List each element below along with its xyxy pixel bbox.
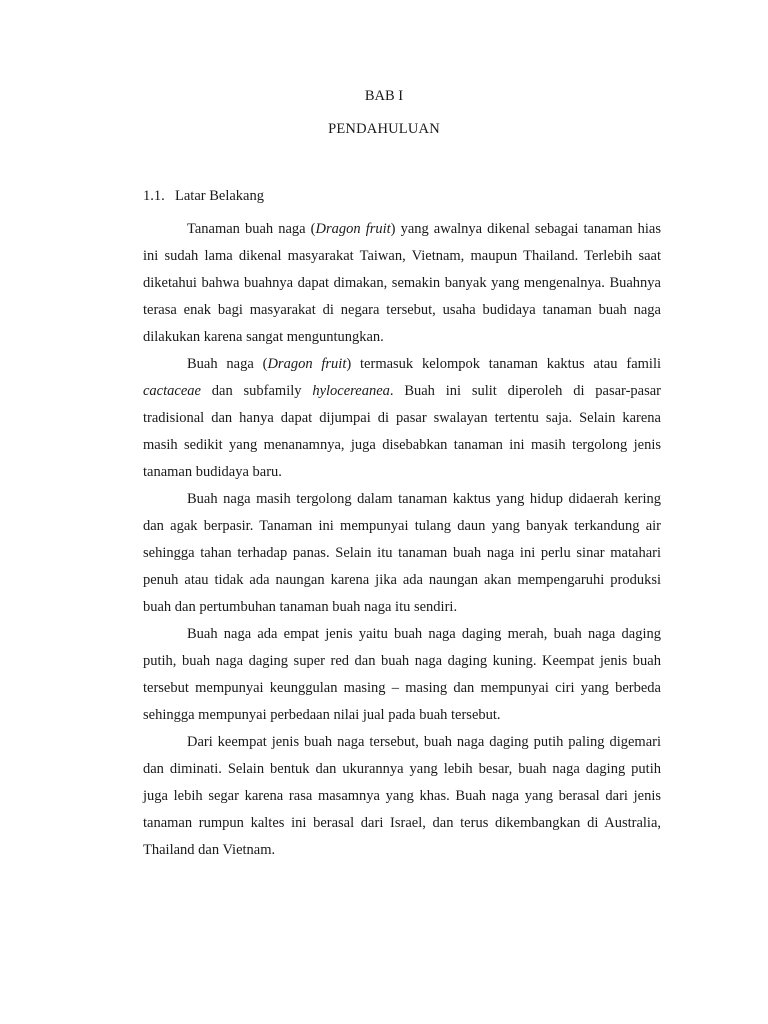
paragraph-4: Buah naga ada empat jenis yaitu buah naga daging merah, buah naga daging putih, buah naga daging super red dan buah naga daging kuning. Keempat jenis buah tersebut mempunyai keunggulan masing – masing dan mempunyai ciri yang berbeda sehingga mempunyai perbedaan nilai jual pada buah tersebut.	[143, 626, 661, 723]
italic-term: Dragon fruit	[315, 221, 391, 237]
paragraph-1	[143, 216, 661, 351]
italic-term: hylocereanea	[312, 383, 390, 399]
paragraph-text: . Buah ini sulit diperoleh di pasar-pasar tradisional dan hanya dapat dijumpai di pasar swalayan tertentu saja. Selain karena masih sedikit yang menanamnya, juga disebabkan tanaman ini masih tergolong jenis tanaman budidaya baru.	[143, 383, 662, 480]
section-title: Latar Belakang	[175, 188, 264, 204]
section-heading	[143, 186, 264, 206]
italic-term: cactaceae	[143, 383, 201, 399]
chapter-number: BAB I	[364, 88, 404, 104]
section-number: 1.1.	[143, 188, 165, 204]
body-text	[143, 216, 661, 864]
paragraph-2	[143, 351, 661, 486]
paragraph-5: Dari keempat jenis buah naga tersebut, buah naga daging putih paling digemari dan diminati. Selain bentuk dan ukurannya yang lebih besar, buah naga daging putih juga lebih segar karena rasa masamnya yang khas. Buah naga yang berasal dari jenis tanaman rumpun kaltes ini berasal dari Israel, dan terus dikembangkan di Australia, Thailand dan Vietnam.	[143, 734, 661, 858]
paragraph-text: Tanaman buah naga (	[187, 221, 316, 237]
italic-term: Dragon fruit	[267, 356, 347, 372]
paragraph-text: ) termasuk kelompok tanaman kaktus atau famili	[346, 356, 662, 372]
paragraph-text: Buah naga (	[187, 356, 268, 372]
chapter-title: PENDAHULUAN	[328, 121, 440, 137]
paragraph-text: ) yang awalnya dikenal sebagai tanaman hias ini sudah lama dikenal masyarakat Taiwan, Vietnam, maupun Thailand. Terlebih saat diketahui bahwa buahnya dapat dimakan, semakin banyak yang mengenalnya. Buahnya terasa enak bagi masyarakat di negara tersebut, usaha budidaya tanaman buah naga dilakukan karena sangat menguntungkan.	[143, 221, 661, 345]
paragraph-text: dan subfamily	[200, 383, 313, 399]
paragraph-3: Buah naga masih tergolong dalam tanaman kaktus yang hidup didaerah kering dan agak berpasir. Tanaman ini mempunyai tulang daun yang banyak terkandung air sehingga tahan terhadap panas. Selain itu tanaman buah naga ini perlu sinar matahari penuh atau tidak ada naungan karena jika ada naungan akan mempengaruhi produksi buah dan pertumbuhan tanaman buah naga itu sendiri.	[143, 491, 661, 615]
